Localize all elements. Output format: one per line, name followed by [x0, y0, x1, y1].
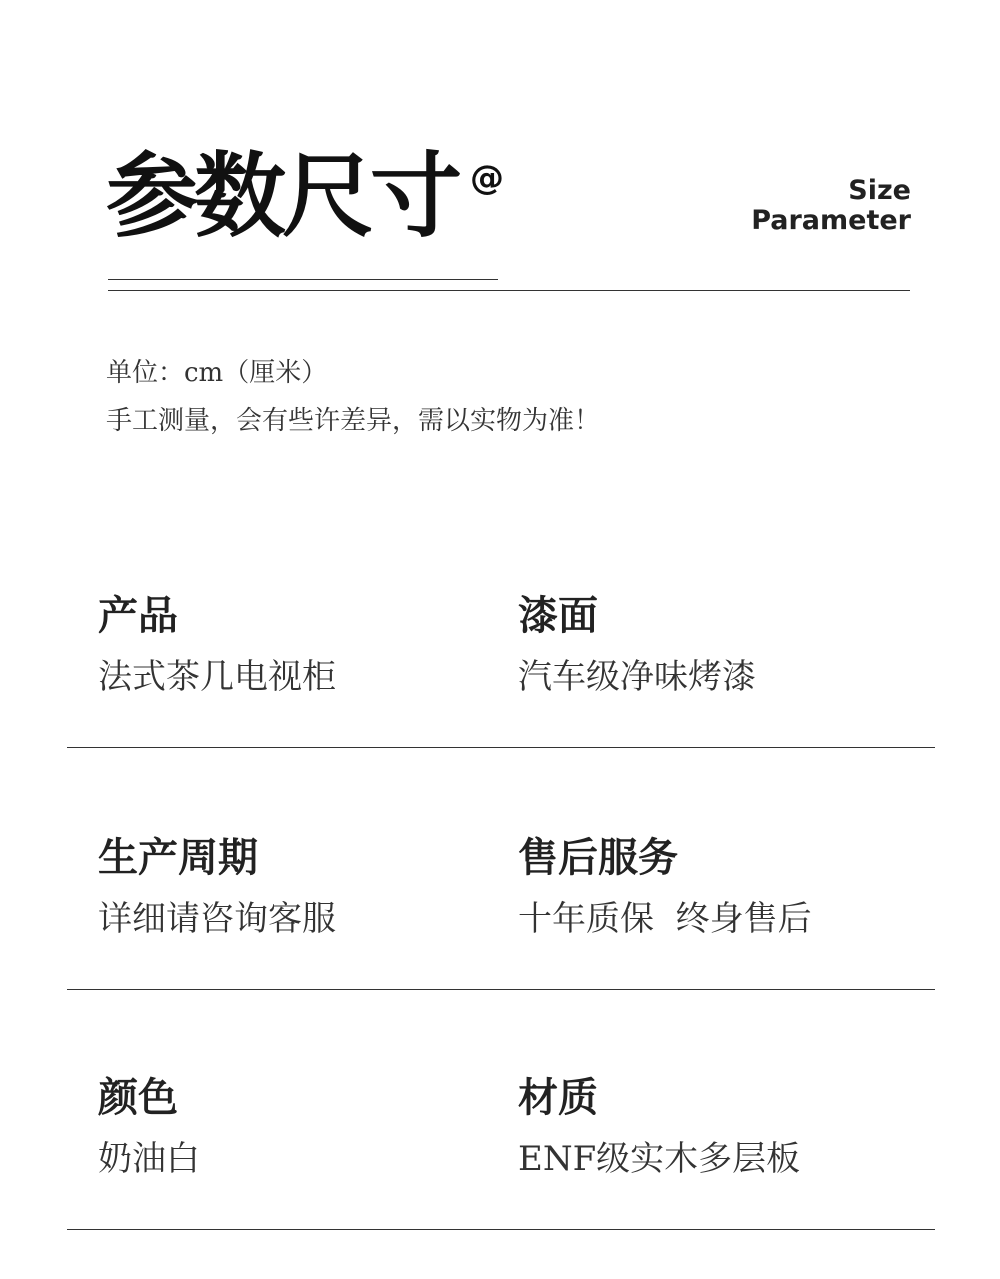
unit-note: 单位：cm（厘米） — [106, 358, 328, 388]
measurement-disclaimer: 手工测量，会有些许差异，需以实物为准！ — [106, 406, 601, 436]
spec-value: 汽车级净味烤漆 — [518, 657, 756, 697]
spec-label: 售后服务 — [518, 834, 678, 881]
english-title — [751, 176, 911, 236]
spec-product — [98, 592, 336, 697]
spec-after-sales — [518, 834, 812, 939]
row-divider — [67, 989, 935, 990]
spec-color — [98, 1074, 200, 1179]
row-divider — [67, 1229, 935, 1230]
spec-value: 详细请咨询客服 — [98, 899, 336, 939]
spec-value: ENF级实木多层板 — [518, 1139, 801, 1179]
spec-value: 奶油白 — [98, 1139, 200, 1179]
spec-value: 法式茶几电视柜 — [98, 657, 336, 697]
page-title: 参数尺寸 — [106, 142, 459, 250]
at-symbol: @ — [470, 158, 504, 198]
spec-finish — [518, 592, 756, 697]
spec-material — [518, 1074, 801, 1179]
spec-label: 生产周期 — [98, 834, 258, 881]
spec-label: 漆面 — [518, 592, 598, 639]
english-title-line1: Size — [848, 175, 911, 206]
title-underline-long — [108, 290, 910, 291]
spec-value: 十年质保 终身售后 — [518, 899, 812, 939]
title-underline-short — [108, 279, 498, 280]
spec-label: 材质 — [518, 1074, 598, 1121]
spec-label: 产品 — [98, 592, 178, 639]
spec-production-cycle — [98, 834, 336, 939]
row-divider — [67, 747, 935, 748]
spec-label: 颜色 — [98, 1074, 178, 1121]
english-title-line2: Parameter — [751, 205, 911, 236]
